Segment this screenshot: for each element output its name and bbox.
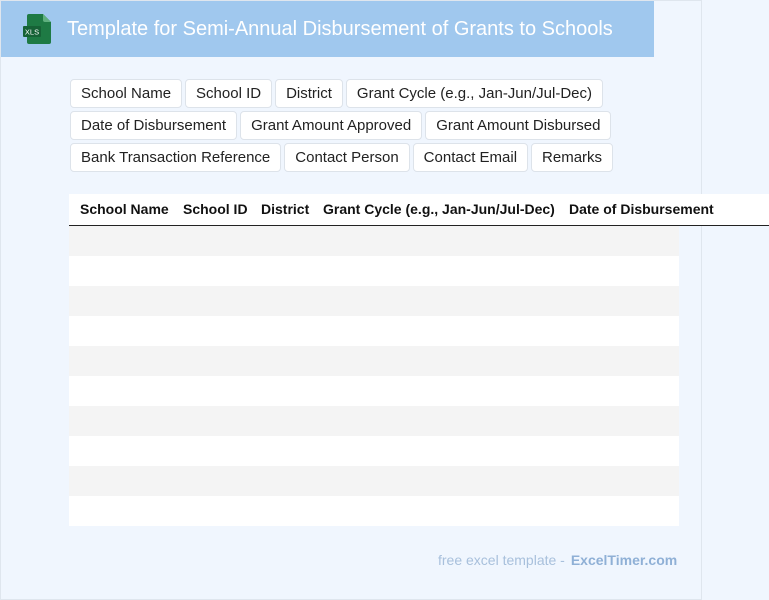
column-header-date-of-disbursement[interactable]: Date of Disbursement [569,201,714,217]
field-chip-district[interactable]: District [275,79,343,108]
footer-brand-link[interactable]: ExcelTimer.com [570,552,678,568]
footer-text: free excel template - [438,552,565,568]
table-row[interactable] [69,466,679,496]
table-header [69,194,769,226]
table-row[interactable] [69,316,679,346]
chip-row [70,79,630,108]
table-row[interactable] [69,286,679,316]
column-header-school-id[interactable]: School ID [183,201,248,217]
xls-file-icon [23,14,51,44]
page-title: Template for Semi-Annual Disbursement of Grants to Schools [67,18,613,40]
field-chip-bank-transaction-reference[interactable]: Bank Transaction Reference [70,143,281,172]
field-chip-remarks[interactable]: Remarks [531,143,613,172]
chip-row [70,111,630,140]
field-chip-date-of-disbursement[interactable]: Date of Disbursement [70,111,237,140]
table-row[interactable] [69,376,679,406]
table-row[interactable] [69,496,679,526]
table-row[interactable] [69,346,679,376]
field-chip-list [70,79,630,175]
column-header-grant-cycle[interactable]: Grant Cycle (e.g., Jan-Jun/Jul-Dec) [323,201,555,217]
field-chip-contact-email[interactable]: Contact Email [413,143,528,172]
template-table [69,194,714,526]
field-chip-school-id[interactable]: School ID [185,79,272,108]
chip-row [70,143,630,172]
field-chip-school-name[interactable]: School Name [70,79,182,108]
column-header-school-name[interactable]: School Name [80,201,169,217]
xls-icon-label: XLS [24,27,40,37]
field-chip-contact-person[interactable]: Contact Person [284,143,409,172]
table-row[interactable] [69,256,679,286]
title-banner [1,1,654,57]
field-chip-grant-amount-disbursed[interactable]: Grant Amount Disbursed [425,111,611,140]
field-chip-grant-cycle[interactable]: Grant Cycle (e.g., Jan-Jun/Jul-Dec) [346,79,603,108]
column-header-district[interactable]: District [261,201,310,217]
table-row[interactable] [69,226,679,256]
table-row[interactable] [69,436,679,466]
field-chip-grant-amount-approved[interactable]: Grant Amount Approved [240,111,422,140]
table-row[interactable] [69,406,679,436]
footer-credit [438,552,677,568]
